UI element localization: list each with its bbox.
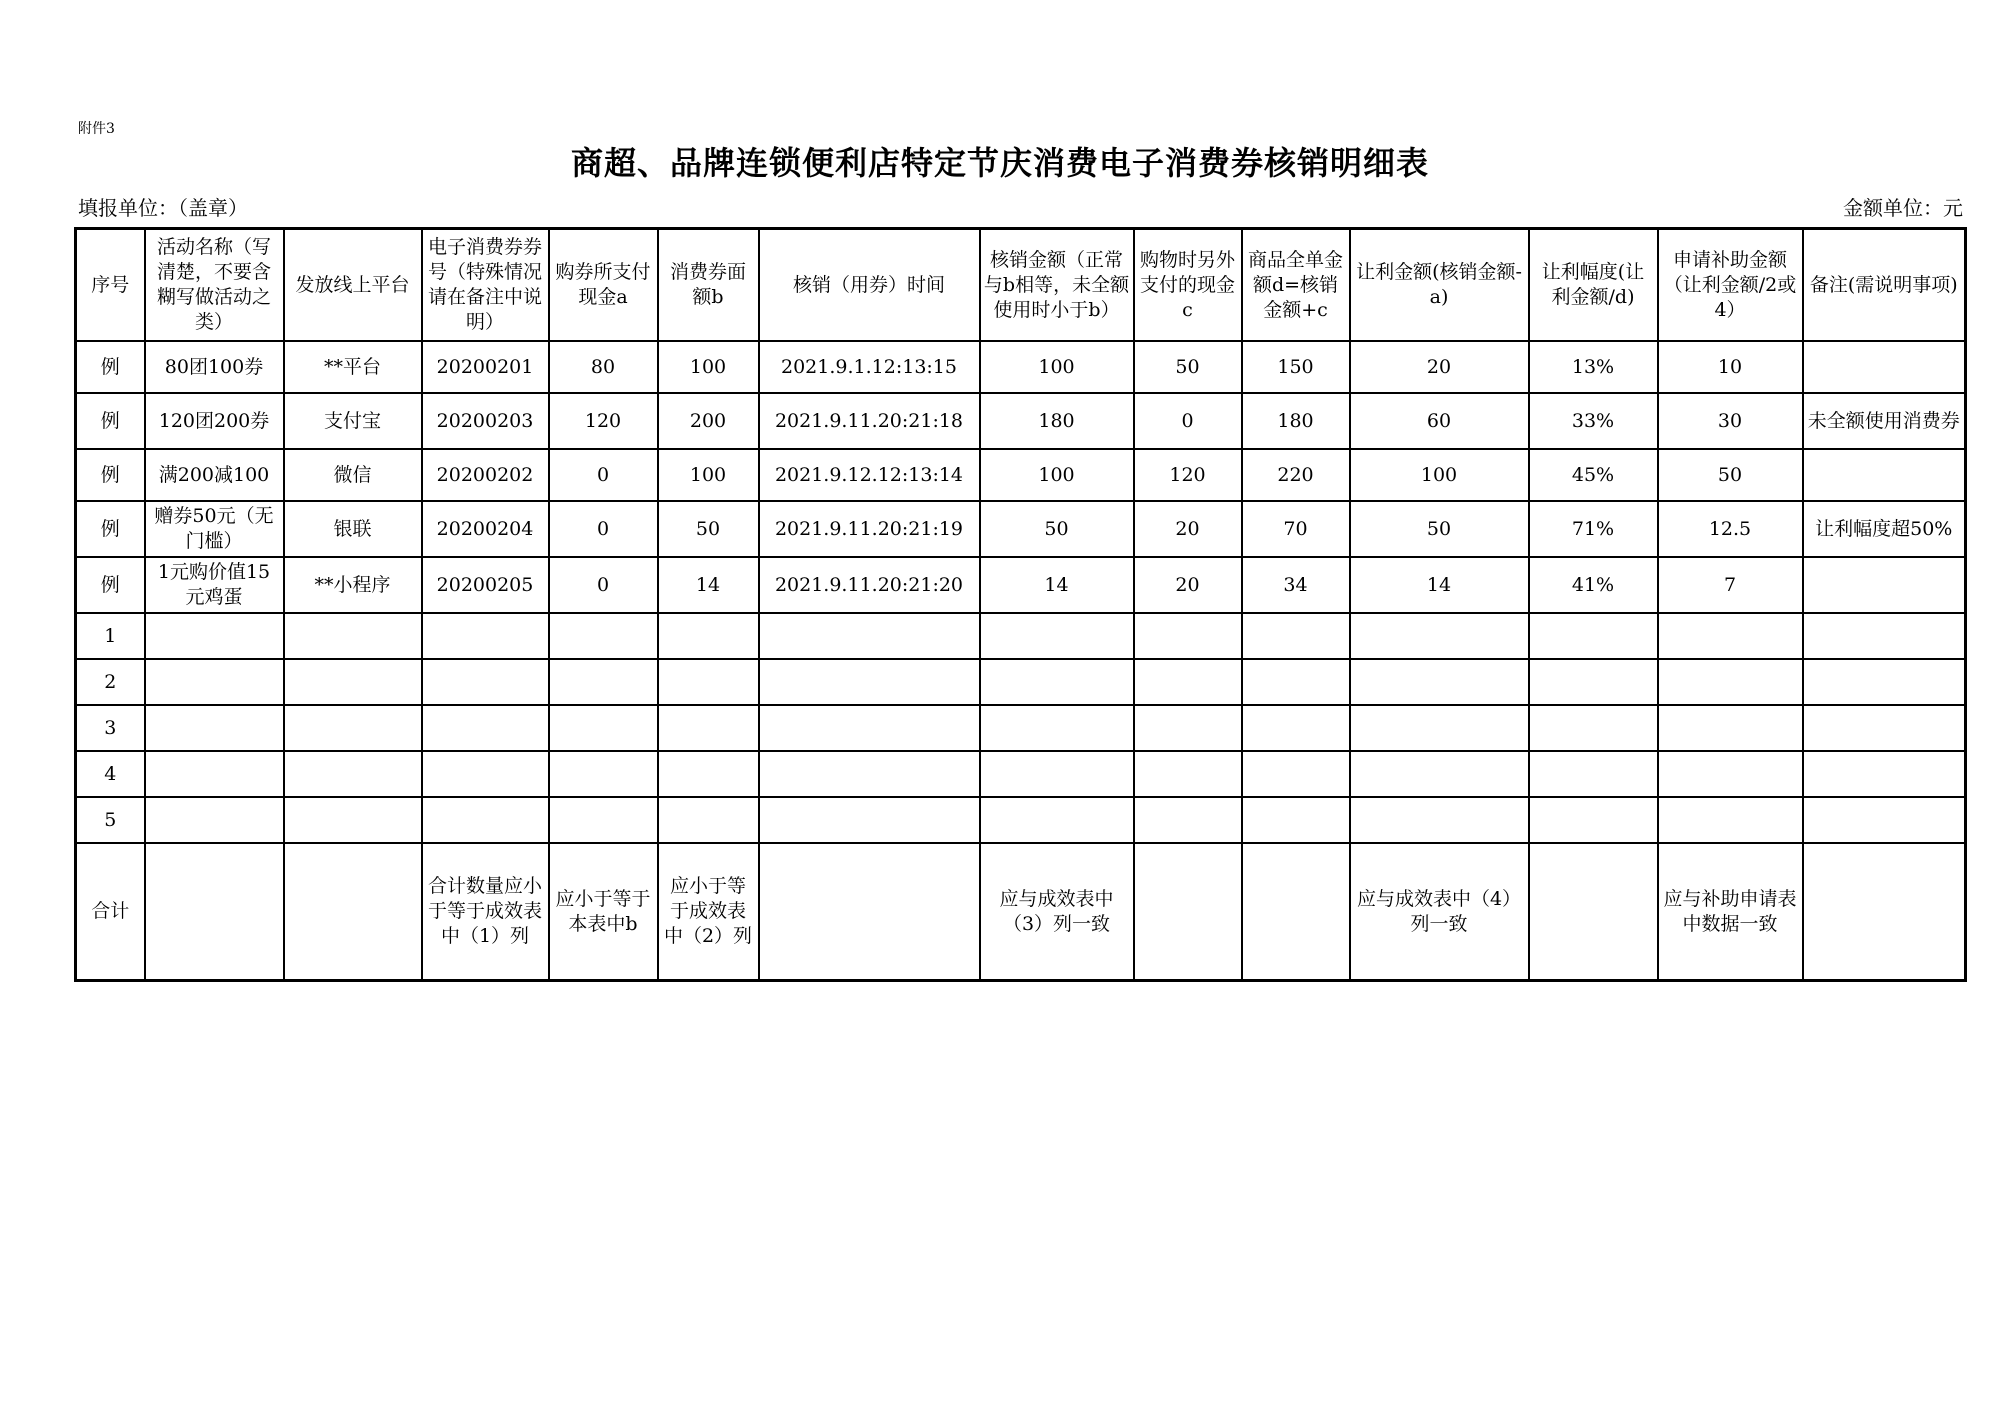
table-cell [284, 751, 422, 797]
table-cell: 合计数量应小于等于成效表中（1）列 [422, 843, 549, 981]
table-cell: 220 [1242, 449, 1350, 501]
table-cell [284, 843, 422, 981]
table-cell: 14 [658, 557, 759, 613]
table-cell: 10 [1658, 341, 1803, 393]
table-cell [549, 751, 658, 797]
table-cell [1803, 341, 1966, 393]
table-cell: 70 [1242, 501, 1350, 557]
example-row [76, 449, 1966, 501]
table-cell [1529, 659, 1658, 705]
table-cell [1134, 843, 1242, 981]
reporting-unit-label: 填报单位：（盖章） [78, 196, 248, 220]
table-cell: 1元购价值15元鸡蛋 [145, 557, 284, 613]
table-cell: 应与成效表中（3）列一致 [980, 843, 1134, 981]
table-cell [1803, 705, 1966, 751]
table-cell: 1 [76, 613, 145, 659]
table-cell [658, 705, 759, 751]
table-cell [759, 843, 980, 981]
table-cell: 50 [1134, 341, 1242, 393]
header-cell: 活动名称（写清楚，不要含糊写做活动之类） [145, 229, 284, 342]
table-cell [1350, 659, 1529, 705]
table-cell: **小程序 [284, 557, 422, 613]
table-cell [145, 843, 284, 981]
table-cell: 41% [1529, 557, 1658, 613]
table-cell [1529, 705, 1658, 751]
table-cell [1803, 659, 1966, 705]
table-cell [1658, 751, 1803, 797]
table-cell [759, 751, 980, 797]
table-cell [284, 659, 422, 705]
table-cell: 2 [76, 659, 145, 705]
table-cell: 应小于等于成效表中（2）列 [658, 843, 759, 981]
table-cell [1134, 797, 1242, 843]
table-cell: 80 [549, 341, 658, 393]
table-cell [145, 705, 284, 751]
header-cell: 让利金额(核销金额-a) [1350, 229, 1529, 342]
table-cell [980, 705, 1134, 751]
table-cell: 50 [1658, 449, 1803, 501]
table-cell: 0 [549, 557, 658, 613]
table-cell [980, 797, 1134, 843]
table-cell [1658, 705, 1803, 751]
total-row [76, 843, 1966, 981]
table-cell: 120 [549, 393, 658, 449]
table-cell: 微信 [284, 449, 422, 501]
table-cell [145, 613, 284, 659]
table-cell: 14 [980, 557, 1134, 613]
table-cell [145, 659, 284, 705]
header-cell: 购券所支付现金a [549, 229, 658, 342]
table-cell [549, 613, 658, 659]
table-cell: 150 [1242, 341, 1350, 393]
table-cell [1134, 613, 1242, 659]
table-cell [422, 797, 549, 843]
table-cell: 3 [76, 705, 145, 751]
table-cell: 120团200券 [145, 393, 284, 449]
table-cell [1529, 843, 1658, 981]
header-cell: 让利幅度(让利金额/d) [1529, 229, 1658, 342]
table-cell [1242, 751, 1350, 797]
table-cell [422, 613, 549, 659]
table-cell: 180 [1242, 393, 1350, 449]
table-cell: 2021.9.11.20:21:19 [759, 501, 980, 557]
table-cell: 60 [1350, 393, 1529, 449]
table-cell: 5 [76, 797, 145, 843]
table-cell: 20 [1134, 501, 1242, 557]
table-cell: 支付宝 [284, 393, 422, 449]
table-cell: 100 [658, 341, 759, 393]
table-cell: 50 [1350, 501, 1529, 557]
table-cell: 应小于等于本表中b [549, 843, 658, 981]
table-cell: 赠券50元（无门槛） [145, 501, 284, 557]
table-cell: 0 [549, 501, 658, 557]
header-cell: 序号 [76, 229, 145, 342]
table-cell [1134, 659, 1242, 705]
table-cell [1803, 843, 1966, 981]
table-cell [1134, 705, 1242, 751]
table-cell: 例 [76, 449, 145, 501]
table-cell [980, 613, 1134, 659]
table-cell: 2021.9.11.20:21:18 [759, 393, 980, 449]
table-cell: 0 [1134, 393, 1242, 449]
table-cell [284, 613, 422, 659]
table-cell: 例 [76, 501, 145, 557]
table-cell: 120 [1134, 449, 1242, 501]
header-cell: 消费券面额b [658, 229, 759, 342]
header-cell: 核销金额（正常与b相等，未全额使用时小于b） [980, 229, 1134, 342]
table-cell: 让利幅度超50% [1803, 501, 1966, 557]
table-cell: 13% [1529, 341, 1658, 393]
table-cell: 20200205 [422, 557, 549, 613]
table-cell: 应与补助申请表中数据一致 [1658, 843, 1803, 981]
table-cell [549, 705, 658, 751]
table-cell [1242, 613, 1350, 659]
header-cell: 备注(需说明事项) [1803, 229, 1966, 342]
table-cell [1350, 705, 1529, 751]
table-cell: 12.5 [1658, 501, 1803, 557]
table-cell: 71% [1529, 501, 1658, 557]
table-cell: 200 [658, 393, 759, 449]
table-cell [1803, 751, 1966, 797]
table-cell [1350, 797, 1529, 843]
table-cell [1529, 751, 1658, 797]
table-cell: 14 [1350, 557, 1529, 613]
table-cell [1803, 797, 1966, 843]
table-cell [980, 751, 1134, 797]
table-cell: 20200202 [422, 449, 549, 501]
table-cell: 30 [1658, 393, 1803, 449]
table-cell [1350, 751, 1529, 797]
table-cell: 银联 [284, 501, 422, 557]
amount-unit-label: 金额单位：元 [1843, 196, 1963, 220]
table-cell: 20200203 [422, 393, 549, 449]
blank-row [76, 797, 1966, 843]
header-cell: 核销（用券）时间 [759, 229, 980, 342]
table-cell [422, 659, 549, 705]
header-cell: 发放线上平台 [284, 229, 422, 342]
table-cell [422, 705, 549, 751]
table-cell: 20200204 [422, 501, 549, 557]
table-cell [1242, 705, 1350, 751]
table-cell: 例 [76, 557, 145, 613]
table-cell [284, 705, 422, 751]
table-cell: 180 [980, 393, 1134, 449]
table-cell [1658, 797, 1803, 843]
table-cell: 50 [658, 501, 759, 557]
table-cell: 2021.9.1.12:13:15 [759, 341, 980, 393]
table-cell: 2021.9.12.12:13:14 [759, 449, 980, 501]
page-title: 商超、品牌连锁便利店特定节庆消费电子消费券核销明细表 [570, 144, 1429, 182]
table-cell: 例 [76, 393, 145, 449]
header-row [76, 229, 1966, 342]
table-cell: **平台 [284, 341, 422, 393]
table-cell [658, 751, 759, 797]
table-cell [1134, 751, 1242, 797]
table-cell [1529, 613, 1658, 659]
table-cell [145, 797, 284, 843]
attachment-label: 附件3 [78, 121, 115, 137]
table-cell [759, 705, 980, 751]
example-row [76, 557, 1966, 613]
table-cell [1658, 613, 1803, 659]
table-cell [1803, 557, 1966, 613]
table-cell [759, 797, 980, 843]
table-cell [759, 659, 980, 705]
table-cell [658, 613, 759, 659]
blank-row [76, 751, 1966, 797]
blank-row [76, 659, 1966, 705]
table-cell: 33% [1529, 393, 1658, 449]
table-cell: 2021.9.11.20:21:20 [759, 557, 980, 613]
table-cell: 20 [1134, 557, 1242, 613]
redemption-detail-table [74, 227, 1967, 982]
table-cell: 合计 [76, 843, 145, 981]
table-cell: 满200减100 [145, 449, 284, 501]
header-cell: 购物时另外支付的现金c [1134, 229, 1242, 342]
table-cell [1658, 659, 1803, 705]
table-cell [1803, 449, 1966, 501]
table-cell: 45% [1529, 449, 1658, 501]
table-cell [422, 751, 549, 797]
table-cell [284, 797, 422, 843]
header-cell: 电子消费券券号（特殊情况请在备注中说明） [422, 229, 549, 342]
table-cell: 100 [658, 449, 759, 501]
table-cell: 100 [1350, 449, 1529, 501]
table-cell: 应与成效表中（4）列一致 [1350, 843, 1529, 981]
table-cell: 7 [1658, 557, 1803, 613]
header-cell: 申请补助金额（让利金额/2或4） [1658, 229, 1803, 342]
table-cell: 0 [549, 449, 658, 501]
table-cell: 50 [980, 501, 1134, 557]
table-cell: 80团100券 [145, 341, 284, 393]
table-cell [549, 659, 658, 705]
header-cell: 商品全单金额d=核销金额+c [1242, 229, 1350, 342]
table-cell [1242, 659, 1350, 705]
table-cell [145, 751, 284, 797]
table-cell [1803, 613, 1966, 659]
table-cell [549, 797, 658, 843]
table-cell [1529, 797, 1658, 843]
table-cell: 4 [76, 751, 145, 797]
table-cell: 100 [980, 341, 1134, 393]
table-cell: 100 [980, 449, 1134, 501]
table-cell [1350, 613, 1529, 659]
table-cell [980, 659, 1134, 705]
blank-row [76, 705, 1966, 751]
table-cell [759, 613, 980, 659]
example-row [76, 341, 1966, 393]
table-cell: 34 [1242, 557, 1350, 613]
blank-row [76, 613, 1966, 659]
table-cell [1242, 797, 1350, 843]
table-cell: 20200201 [422, 341, 549, 393]
example-row [76, 393, 1966, 449]
table-cell: 未全额使用消费券 [1803, 393, 1966, 449]
table-cell: 例 [76, 341, 145, 393]
example-row [76, 501, 1966, 557]
table-cell [1242, 843, 1350, 981]
table-cell: 20 [1350, 341, 1529, 393]
table-cell [658, 797, 759, 843]
table-cell [658, 659, 759, 705]
